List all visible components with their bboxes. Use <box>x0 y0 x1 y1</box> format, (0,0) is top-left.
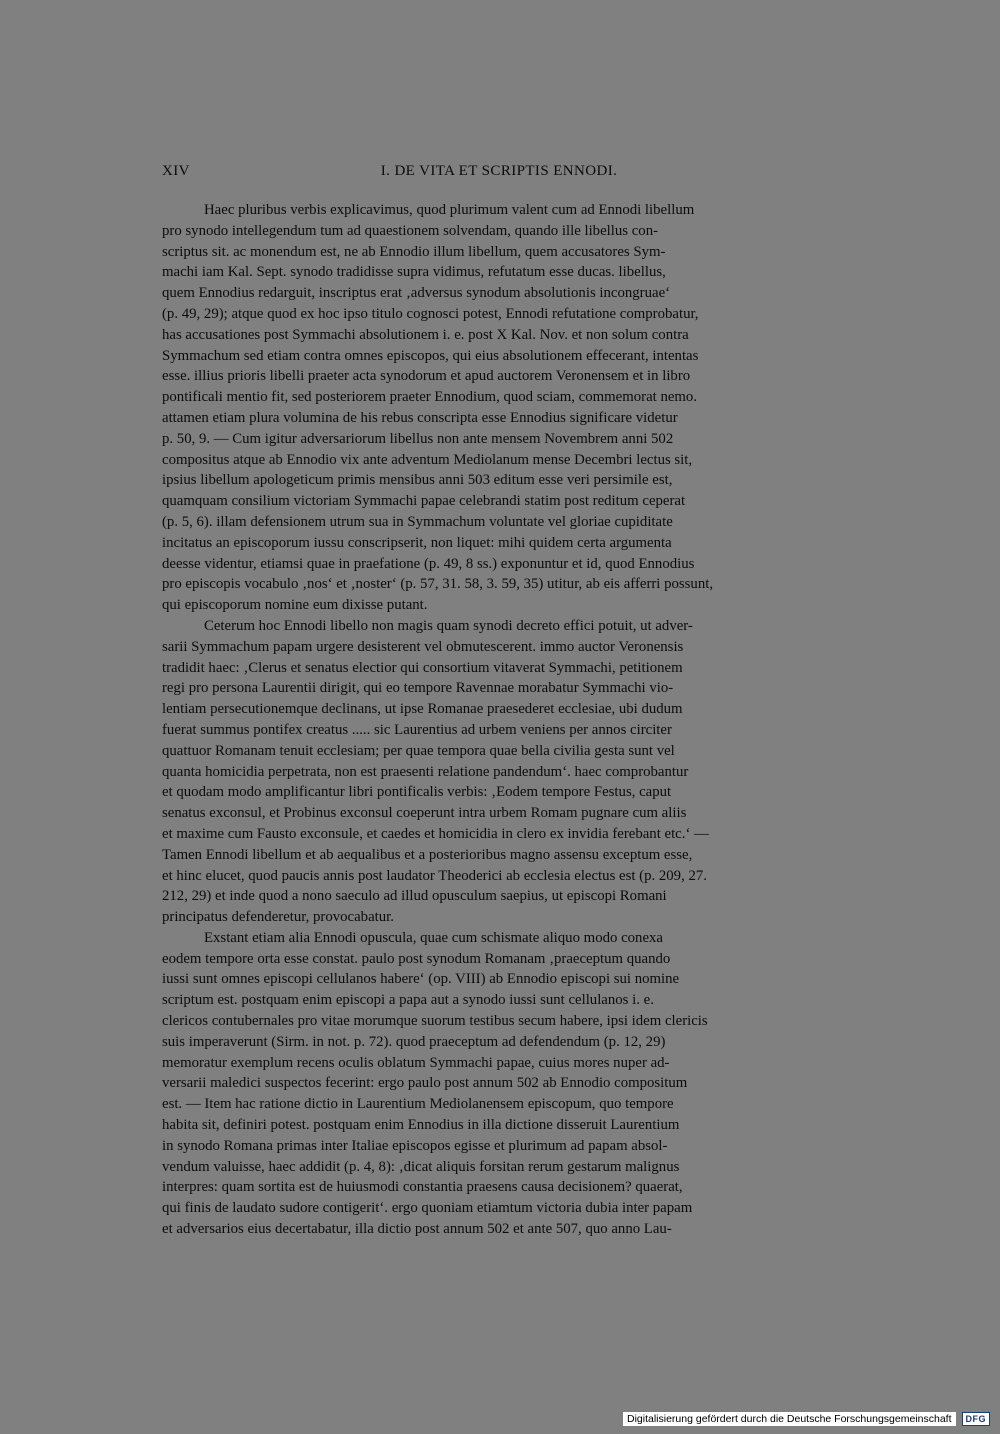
text-line: tradidit haec: ‚Clerus et senatus electior qui consortium vitaverat Symmachi, petitionem <box>162 659 683 676</box>
text-line: pontificali mentio fit, sed posteriorem praeter Ennodium, quod sciam, commemorat nemo. <box>162 389 698 406</box>
paragraph <box>162 616 836 928</box>
footer-credit: Digitalisierung gefördert durch die Deutsche Forschungsgemeinschaft <box>623 1412 956 1426</box>
text-line: principatus defenderetur, provocabatur. <box>162 909 394 926</box>
text-line: versarii maledici suspectos fecerint: ergo paulo post annum 502 ab Ennodio compositum <box>162 1075 688 1092</box>
text-line: regi pro persona Laurentii dirigit, qui eo tempore Ravennae morabatur Symmachi vio- <box>162 680 674 697</box>
text-line: Exstant etiam alia Ennodi opuscula, quae cum schismate aliquo modo conexa <box>204 929 663 946</box>
page-number: XIV <box>162 163 190 179</box>
text-line: fuerat summus pontifex creatus ..... sic Laurentius ad urbem veniens per annos circiter <box>162 721 672 738</box>
text-line: incitatus an episcoporum iussu conscripserit, non liquet: mihi quidem certa argumenta <box>162 534 672 551</box>
text-line: quem Ennodius redarguit, inscriptus erat ‚adversus synodum absolutionis incongruae‘ <box>162 285 671 302</box>
text-line: quanta homicidia perpetrata, non est praesenti relatione pandendum‘. haec comprobantur <box>162 763 689 780</box>
text-line: qui episcoporum nomine eum dixisse putant. <box>162 597 428 614</box>
text-line: pro synodo intellegendum tum ad quaestionem solvendam, quando ille libellus con- <box>162 222 659 239</box>
text-line: scriptum est. postquam enim episcopi a papa aut a synodo iussi sunt cellulanos i. e. <box>162 992 654 1009</box>
text-line: attamen etiam plura volumina de his rebus conscripta esse Ennodius significare videtur <box>162 409 678 426</box>
body-text <box>162 200 836 1240</box>
text-line: Symmachum sed etiam contra omnes episcopos, qui eius absolutionem effecerant, intentas <box>162 347 699 364</box>
paragraph <box>162 928 836 1240</box>
text-line: interpres: quam sortita est de huiusmodi constantia praesens causa decisionem? quaerat, <box>162 1179 683 1196</box>
text-line: ipsius libellum apologeticum primis mensibus anni 503 editum esse veri persimile est, <box>162 472 673 489</box>
text-line: esse. illius prioris libelli praeter acta synodorum et apud auctorem Veronensem et in libro <box>162 368 691 385</box>
text-line: et adversarios eius decertabatur, illa dictio post annum 502 et ante 507, quo anno Lau- <box>162 1221 672 1238</box>
text-line: iussi sunt omnes episcopi cellulanos habere‘ (op. VIII) ab Ennodio episcopi sui nomine <box>162 971 680 988</box>
text-line: et maxime cum Fausto exconsule, et caedes et homicidia in clero ex invidia ferebant etc.‘ — <box>162 825 709 842</box>
text-line: pro episcopis vocabulo ‚nos‘ et ‚noster‘ (p. 57, 31. 58, 3. 59, 35) utitur, ab eis afferri possunt, <box>162 576 714 593</box>
text-line: et quodam modo amplificantur libri pontificalis verbis: ‚Eodem tempore Festus, caput <box>162 784 672 801</box>
text-line: est. — Item hac ratione dictio in Laurentium Mediolanensem episcopum, quo tempore <box>162 1096 674 1113</box>
text-line: Tamen Ennodi libellum et ab aequalibus et a posterioribus magno assensu exceptum esse, <box>162 846 693 863</box>
digitization-footer <box>623 1408 990 1430</box>
text-line: quattuor Romanam tenuit ecclesiam; per quae tempora quae bella civilia gesta sunt vel <box>162 742 675 759</box>
text-line: qui finis de laudato sudore contigerit‘. ergo quoniam etiamtum victoria dubia inter papam <box>162 1200 693 1217</box>
text-line: (p. 5, 6). illam defensionem utrum sua in Symmachum voluntate vel gloriae cupiditate <box>162 513 673 530</box>
text-line: compositus atque ab Ennodio vix ante adventum Mediolanum mense Decembri lectus sit, <box>162 451 693 468</box>
text-line: vendum valuisse, haec addidit (p. 4, 8): ‚dicat aliquis forsitan rerum gestarum malignus <box>162 1158 680 1175</box>
running-title: I. DE VITA ET SCRIPTIS ENNODI. <box>380 163 618 179</box>
text-line: 212, 29) et inde quod a nono saeculo ad illud opusculum saepius, ut episcopi Romani <box>162 888 667 905</box>
text-line: habita sit, definiri potest. postquam enim Ennodius in illa dictione disseruit Laurentium <box>162 1117 680 1134</box>
text-line: p. 50, 9. — Cum igitur adversariorum libellus non ante mensem Novembrem anni 502 <box>162 430 674 447</box>
page-header <box>162 163 836 185</box>
text-line: senatus exconsul, et Probinus exconsul coeperunt intra urbem Romam pugnare cum aliis <box>162 805 687 822</box>
text-line: in synodo Romana primas inter Italiae episcopos egisse et plurimum ad papam absol- <box>162 1137 668 1154</box>
text-line: quamquam consilium victoriam Symmachi papae celebrandi statim post reditum ceperat <box>162 493 686 510</box>
text-line: eodem tempore orta esse constat. paulo post synodum Romanam ‚praeceptum quando <box>162 950 671 967</box>
text-line: has accusationes post Symmachi absolutionem i. e. post X Kal. Nov. et non solum contra <box>162 326 689 343</box>
text-line: sarii Symmachum papam urgere desisterent vel obmutescerent. immo auctor Veronensis <box>162 638 684 655</box>
text-line: scriptus sit. ac monendum est, ne ab Ennodio illum libellum, quem accusatores Sym- <box>162 243 666 260</box>
text-line: Ceterum hoc Ennodi libello non magis quam synodi decreto effici potuit, ut adver- <box>204 617 693 634</box>
paragraph <box>162 200 836 616</box>
text-line: clericos contubernales pro vitae morumque suorum testibus secum habere, ipsi idem clericis <box>162 1013 708 1030</box>
text-line: memoratur exemplum recens oculis oblatum Symmachi papae, cuius mores nuper ad- <box>162 1054 670 1071</box>
text-line: Haec pluribus verbis explicavimus, quod plurimum valent cum ad Ennodi libellum <box>204 202 695 218</box>
text-line: machi iam Kal. Sept. synodo tradidisse supra vidimus, refutatum esse ducas. libellus, <box>162 264 666 281</box>
text-line: deesse videntur, etiamsi quae in praefatione (p. 49, 8 ss.) exponuntur et id, quod Ennodius <box>162 555 695 572</box>
text-line: lentiam persecutionemque declinans, ut ipse Romanae praesederet ecclesiae, ubi dudum <box>162 701 683 718</box>
dfg-logo-icon: DFG <box>962 1412 991 1426</box>
text-line: (p. 49, 29); atque quod ex hoc ipso titulo cognosci potest, Ennodi refutatione comprobatur, <box>162 305 699 322</box>
text-line: suis imperaverunt (Sirm. in not. p. 72). quod praeceptum ad defendendum (p. 12, 29) <box>162 1033 666 1050</box>
text-line: et hinc elucet, quod paucis annis post laudator Theoderici ab ecclesia electus est (p. 209, 27. <box>162 867 707 884</box>
